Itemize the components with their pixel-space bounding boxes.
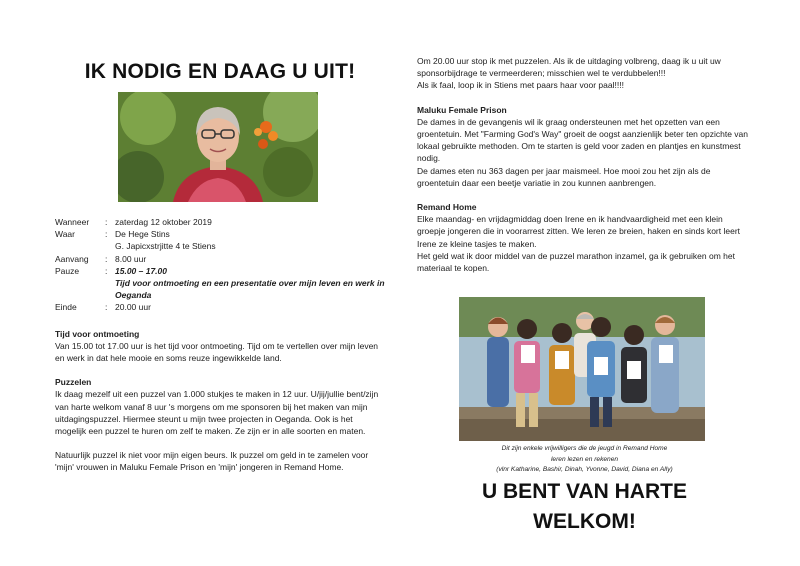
section-heading: Puzzelen bbox=[55, 377, 92, 388]
volunteers-illustration bbox=[459, 297, 705, 441]
portrait-photo bbox=[118, 92, 318, 202]
section-heading: Tijd voor ontmoeting bbox=[55, 328, 140, 339]
detail-row-start bbox=[55, 253, 385, 265]
section-heading: Remand Home bbox=[417, 202, 477, 213]
section-text: Het geld wat ik door middel van de puzzel marathon inzamel, ga ik gebruiken om het materiaal te kopen. bbox=[417, 250, 735, 274]
detail-value: zaterdag 12 oktober 2019 bbox=[115, 217, 212, 227]
detail-label: Pauze bbox=[55, 265, 80, 276]
detail-value: G. Japicxstrjitte 4 te Stiens bbox=[115, 241, 216, 252]
detail-label: Aanvang bbox=[55, 253, 89, 264]
caption-line: Dit zijn enkele vrijwilligers die de jeugd in Remand Home bbox=[501, 445, 668, 452]
detail-separator: : bbox=[105, 253, 108, 264]
detail-value: 20.00 uur bbox=[115, 302, 151, 313]
detail-separator bbox=[105, 240, 115, 252]
detail-value: 15.00 – 17.00 bbox=[115, 265, 167, 276]
caption-line: leren lezen en rekenen bbox=[550, 455, 619, 463]
detail-label: Wanneer bbox=[55, 217, 90, 227]
intro-paragraph: Om 20.00 uur stop ik met puzzelen. Als ik de uitdaging volbreng, daag ik u uit uw sponsorbijdrage te vermeerderen; misschien wel te verdubbelen!!! bbox=[417, 56, 721, 79]
detail-label: Einde bbox=[55, 302, 77, 313]
detail-row-address bbox=[55, 240, 385, 252]
detail-separator bbox=[105, 277, 115, 301]
section-text: Ik daag mezelf uit een puzzel van 1.000 stukjes te maken in 12 uur. U/jij/jullie bent/zijn van harte welkom vanaf 8 uur 's morgens om me sponsoren bij het maken van mijn uitdagingspuzzel. Hiermee steunt u mijn twee projecten in Oeganda. Ook is het mogelijk een puzzel te huren om zelf te maken. Ze zijn er in alle soorten en maten. bbox=[55, 389, 379, 437]
detail-row-where bbox=[55, 228, 385, 240]
photo-caption bbox=[417, 444, 752, 476]
section-text: Van 15.00 tot 17.00 uur is het tijd voor ontmoeting. Tijd om te vertellen over mijn leven en werk in dat hele mooie en soms reuze ingewikkelde land. bbox=[55, 340, 379, 364]
detail-label bbox=[55, 240, 105, 252]
volunteers-photo bbox=[459, 297, 705, 441]
detail-separator: : bbox=[105, 217, 108, 227]
detail-value: De Hege Stins bbox=[115, 229, 170, 240]
portrait-illustration bbox=[118, 92, 318, 202]
detail-separator: : bbox=[105, 229, 108, 240]
detail-row-break-note bbox=[55, 277, 385, 301]
intro-paragraph: Als ik faal, loop ik in Stiens met paars haar voor paal!!!! bbox=[417, 80, 624, 91]
caption-line: (vlnr Katharine, Bashir, Dinah, Yvonne, David, Diana en Ally) bbox=[496, 466, 673, 473]
detail-label bbox=[55, 277, 105, 301]
challenge-intro bbox=[417, 55, 752, 92]
detail-row-when bbox=[55, 216, 385, 228]
section-heading: Maluku Female Prison bbox=[417, 104, 507, 115]
detail-separator: : bbox=[105, 302, 108, 313]
welcome-line: U BENT VAN HARTE bbox=[482, 480, 687, 503]
event-details bbox=[55, 216, 385, 474]
welcome-line: WELKOM! bbox=[533, 510, 636, 533]
invitation-title: IK NODIG EN DAAG U UIT! bbox=[84, 60, 356, 83]
detail-value: Tijd voor ontmoeting en een presentatie over mijn leven en werk in Oeganda bbox=[115, 278, 385, 301]
right-column bbox=[417, 55, 752, 533]
section-puzzling bbox=[55, 376, 385, 437]
section-text: Natuurlijk puzzel ik niet voor mijn eigen beurs. Ik puzzel om geld in te zamelen voor 'mijn' vrouwen in Maluku Female Prison en 'mijn' jongeren in Remand Home. bbox=[55, 450, 369, 473]
detail-separator: : bbox=[105, 265, 108, 276]
section-text: De dames in de gevangenis wil ik graag ondersteunen met het opzetten van een groentetuin. Met "Farming God's Way" groeit de oogst aanzienlijk beter ten opzichte van lokaal gebruikte methoden. Om te starten is geld voor zaden en plantjes en kunstmest nodig. bbox=[417, 116, 748, 164]
detail-label: Waar bbox=[55, 229, 75, 240]
section-text: Elke maandag- en vrijdagmiddag doen Irene en ik handvaardigheid met een klein groepje jongeren die in voorarrest zitten. We leren ze breien, haken en sinds kort leert Irene ze kleine tasjes te maken. bbox=[417, 214, 741, 249]
detail-row-break bbox=[55, 265, 385, 277]
detail-row-end bbox=[55, 301, 385, 313]
detail-value: 8.00 uur bbox=[115, 253, 147, 264]
section-meeting bbox=[55, 328, 385, 365]
section-text: De dames eten nu 363 dagen per jaar maismeel. Hoe mooi zou het zijn als de groentetuin daar een beetje variatie in zou kunnen aanbrengen. bbox=[417, 165, 711, 188]
section-remand-home bbox=[417, 201, 752, 274]
section-purpose bbox=[55, 449, 385, 473]
left-column bbox=[55, 58, 385, 473]
section-prison bbox=[417, 104, 752, 189]
welcome-message bbox=[417, 477, 752, 537]
